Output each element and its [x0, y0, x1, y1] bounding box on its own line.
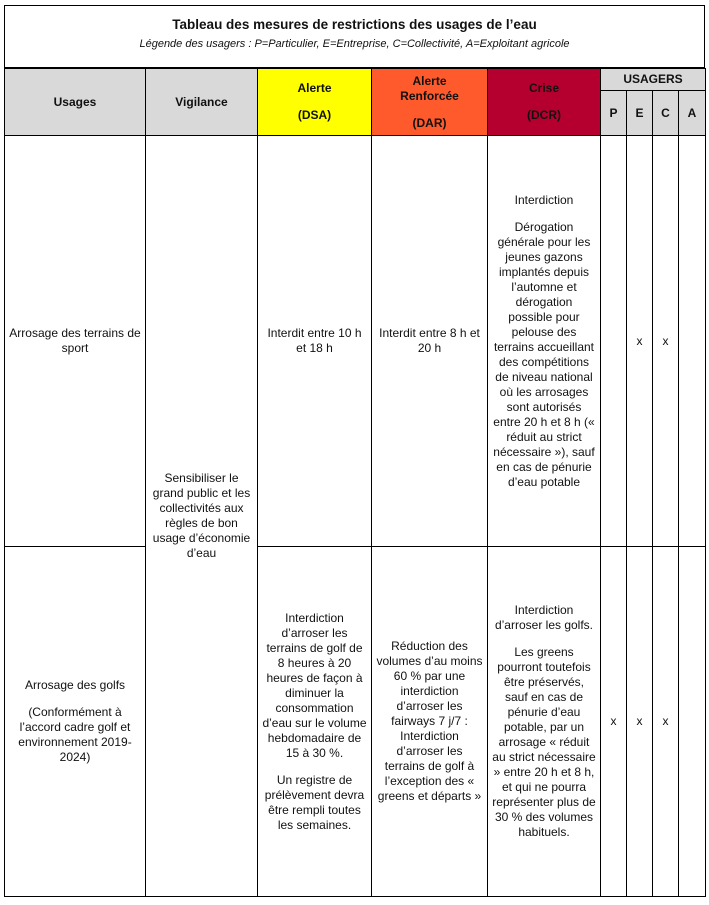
alerte-renforcee-cell: Interdit entre 8 h et 20 h	[372, 136, 488, 547]
header-alerte-code: (DSA)	[297, 108, 332, 122]
usager-p-mark	[601, 136, 627, 547]
paragraph-spacer	[492, 633, 596, 645]
alerte-cell: Interdit entre 10 h et 18 h	[258, 136, 372, 547]
header-alerte-renforcee	[372, 69, 488, 136]
crise-paragraph-2: Dérogation générale pour les jeunes gazons implantés depuis l’automne et dérogation possible pour pelouse des terrains accueillant des compétitions de niveau national où les arrosages sont autorisés entre 20 h et 8 h (« réduit au strict nécessaire »), sauf en cas de pénurie d’eau potable	[493, 219, 595, 489]
header-crise-label: Crise	[528, 81, 560, 95]
restrictions-sheet	[4, 5, 705, 897]
header-usager-a: A	[679, 91, 706, 136]
usager-a-mark	[679, 136, 706, 547]
header-usager-p: P	[601, 91, 627, 136]
alerte-cell	[258, 547, 372, 897]
header-alerte-label: Alerte	[297, 81, 332, 95]
header-crise	[488, 69, 601, 136]
header-usager-e: E	[627, 91, 653, 136]
header-alerte	[258, 69, 372, 136]
usager-a-mark	[679, 547, 706, 897]
header-vigilance: Vigilance	[146, 69, 258, 136]
title-box	[4, 5, 705, 68]
header-alerte-renforcee-line1: Alerte	[412, 73, 447, 88]
usager-e-mark: x	[627, 136, 653, 547]
header-alerte-renforcee-line2: Renforcée	[400, 88, 459, 103]
usager-c-mark: x	[653, 136, 679, 547]
paragraph-spacer	[9, 693, 141, 705]
usager-p-mark: x	[601, 547, 627, 897]
document-title: Tableau des mesures de restrictions des usages de l’eau	[172, 17, 537, 32]
restrictions-table	[4, 68, 706, 897]
header-usager-c: C	[653, 91, 679, 136]
usager-c-mark: x	[653, 547, 679, 897]
alerte-renforcee-cell: Réduction des volumes d’au moins 60 % par une interdiction d’arroser les fairways 7 j/7 : Interdiction d’arroser les terrains de golf à l’exception des « greens et départs »	[372, 547, 488, 897]
usage-note: (Conformément à l’accord cadre golf et environnement 2019-2024)	[18, 705, 132, 764]
header-usagers: USAGERS	[601, 69, 706, 91]
header-row-top	[5, 69, 706, 91]
usage-label: Arrosage des golfs	[24, 678, 126, 692]
header-spacer	[492, 96, 596, 108]
header-spacer	[262, 96, 367, 108]
header-alerte-renforcee-code: (DAR)	[412, 115, 447, 130]
header-crise-code: (DCR)	[527, 108, 561, 122]
header-usages: Usages	[5, 69, 146, 136]
usager-e-mark: x	[627, 547, 653, 897]
users-legend: Légende des usagers : P=Particulier, E=Entreprise, C=Collectivité, A=Exploitant agricole	[139, 38, 570, 50]
crise-paragraph-1: Interdiction d’arroser les golfs.	[494, 603, 594, 632]
usage-cell: Arrosage des terrains de sport	[5, 136, 146, 547]
paragraph-spacer	[262, 761, 367, 773]
crise-paragraph-1: Interdiction	[514, 192, 574, 207]
alerte-paragraph-1: Interdiction d’arroser les terrains de golf de 8 heures à 20 heures de façon à diminuer la consommation d’eau sur le volume hebdomadaire de 15 à 30 %.	[262, 610, 367, 760]
crise-paragraph-2: Les greens pourront toutefois être préservés, sauf en cas de pénurie d’eau potable, par un arrosage « réduit au strict nécessaire » entre 20 h et 8 h, et qui ne pourra représenter plus de 30 % des volumes habituels.	[492, 645, 596, 839]
usage-cell	[5, 547, 146, 897]
crise-cell	[488, 547, 601, 897]
table-row	[5, 547, 706, 897]
crise-cell	[488, 136, 601, 547]
header-spacer	[376, 104, 483, 116]
vigilance-cell: Sensibiliser le grand public et les collectivités aux règles de bon usage d’économie d’eau	[146, 136, 258, 897]
alerte-paragraph-2: Un registre de prélèvement devra être rempli toutes les semaines.	[264, 772, 365, 832]
paragraph-spacer	[492, 208, 596, 220]
table-row	[5, 136, 706, 547]
